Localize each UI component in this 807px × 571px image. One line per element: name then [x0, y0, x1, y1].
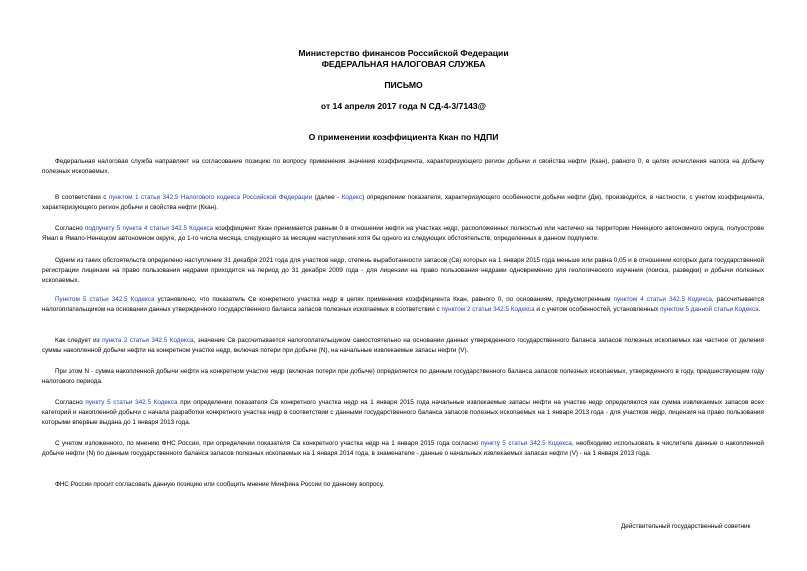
paragraph-text: Согласно [55, 399, 86, 406]
paragraph-text: ) определение показателя, характеризующего особенности добычи нефти (Дм), производится, в частности, с учетом коэффициента, характеризующего регион добычи и свойства нефти (Ккан). [42, 194, 765, 211]
paragraph-6 [42, 336, 764, 356]
paragraph-2 [42, 193, 764, 213]
signature-title: Действительный государственный советник [621, 523, 751, 530]
link-paragraph-5-article-342-5[interactable]: пункту 5 статьи 342.5 Кодекса [85, 399, 178, 406]
link-paragraph-5-article-342-5[interactable]: пункту 5 статьи 342.5 Кодекса [480, 440, 572, 447]
document-type: ПИСЬМО [384, 80, 423, 90]
paragraph-text: Как следует из [55, 337, 103, 344]
link-code[interactable]: Кодекс [341, 194, 363, 201]
paragraph-text: Федеральная налоговая служба направляет на согласование позицию по вопросу применения значения коэффициента, характеризующего регион добычи и свойства нефти (Ккан), равного 0, в целях исчисления налога на добычу полезных ископаемых. [42, 158, 764, 175]
paragraph-text: коэффициент Ккан принимается равным 0 в отношении нефти на участках недр, расположенных полностью или частично на территории Ненецкого автономного округа, полуострове Ямал в Ямало-Ненецком автономном округе, до 1-го числа месяца, следующего за месяцем наступления хотя бы одного из следующих обстоятельств, определенных в данном подпункте. [42, 225, 764, 242]
link-paragraph-2-article-342-5[interactable]: пунктом 2 статьи 342.5 Кодекса [441, 306, 535, 313]
paragraph-7 [42, 367, 764, 387]
paragraph-8 [42, 398, 764, 428]
paragraph-text: (далее - [312, 194, 342, 201]
link-subparagraph-5-paragraph-4[interactable]: подпункту 5 пункта 4 статьи 342.5 Кодекса [84, 225, 214, 232]
service-name: ФЕДЕРАЛЬНАЯ НАЛОГОВАЯ СЛУЖБА [321, 59, 486, 69]
link-paragraph-5-article-342-5[interactable]: Пунктом 5 статьи 342.5 Кодекса [55, 296, 155, 303]
paragraph-4 [42, 256, 764, 286]
paragraph-text: ФНС России просит согласовать данную позицию или сообщить мнение Минфина России по данному вопросу. [55, 481, 385, 488]
paragraph-text: , необходимо использовать в числителе данные о накопленной добыче нефти (N) по данным государственного баланса запасов полезных ископаемых на 1 января 2014 года, в знаменателе - данные о начальных извлекаемых запасах нефти (V) - на 1 января 2013 года. [42, 440, 764, 457]
paragraph-1 [42, 157, 764, 177]
link-paragraph-2-article-342-5[interactable]: пункта 2 статьи 342.5 Кодекса [102, 337, 194, 344]
document-date-number: от 14 апреля 2017 года N СД-4-3/7143@ [320, 101, 487, 111]
link-tax-code-article-342-5[interactable]: пунктом 1 статьи 342.5 Налогового кодекса Российской Федерации [108, 194, 313, 201]
paragraph-text: При этом N - сумма накопленной добычи нефти на конкретном участке недр (включая потери при добыче) определяется по данным государственного баланса запасов полезных ископаемых, утвержденного в году, предшествующем году налогового периода. [42, 368, 764, 385]
paragraph-text: и с учетом особенностей, установленных [534, 306, 661, 313]
paragraph-text: установлено, что показатель Св конкретного участка недр в целях применения коэффициента Ккан, равного 0, по основаниям, предусмотренным [154, 296, 614, 303]
paragraph-text: , рассчитывается налогоплательщиком на основании данных утвержденного государственного баланса запасов полезных ископаемых в соответствии с [42, 296, 764, 313]
link-paragraph-5-this-article[interactable]: пунктом 5 данной статьи Кодекса [660, 306, 759, 313]
paragraph-10 [42, 480, 764, 490]
paragraph-text: С учетом изложенного, по мнению ФНС России, при определении показателя Св конкретного участка недр на 1 января 2015 года согласно [55, 440, 481, 447]
paragraph-text: . [758, 306, 761, 313]
paragraph-text: Согласно [55, 225, 85, 232]
link-paragraph-4-article-342-5[interactable]: пунктом 4 статьи 342.5 Кодекса [613, 296, 712, 303]
paragraph-9 [42, 439, 764, 459]
paragraph-text: В соответствии с [55, 194, 109, 201]
paragraph-text: , значение Св рассчитывается налогоплательщиком самостоятельно на основании данных утвержденного государственного баланса запасов полезных ископаемых как частное от деления суммы накопленной добычи нефти на конкретном участке недр, включая потери при добыче (N), на начальные извлекаемые запасы нефти (V). [42, 337, 764, 354]
paragraph-5 [42, 295, 764, 315]
paragraph-3 [42, 224, 764, 244]
paragraph-text: при определении показателя Св конкретного участка недр на 1 января 2015 года начальные извлекаемые запасы нефти на участке недр определяются как сумма извлекаемых запасов всех категорий и накопленной добычи с начала разработки конкретного участка недр в соответствии с данными государственного баланса запасов полезных ископаемых на 1 января 2013 года - для участков недр, лицензия на право пользования которыми впервые выдана до 1 января 2013 года. [42, 399, 764, 426]
paragraph-text: Одним из таких обстоятельств определено наступление 31 декабря 2021 года для участков недр, степень выработанности запасов (Св) которых на 1 января 2015 года меньше или равна 0,05 и в отношении которых дата государственной регистрации лицензии на право пользования недрами приходится на период до 31 декабря 2009 года - для лицензии на право пользования недрами одновременно для геологического изучения (поиска, разведки) и добычи полезных ископаемых. [42, 257, 764, 284]
ministry-name: Министерство финансов Российской Федерации [298, 48, 509, 58]
document-subject: О применении коэффициента Ккан по НДПИ [308, 132, 499, 142]
